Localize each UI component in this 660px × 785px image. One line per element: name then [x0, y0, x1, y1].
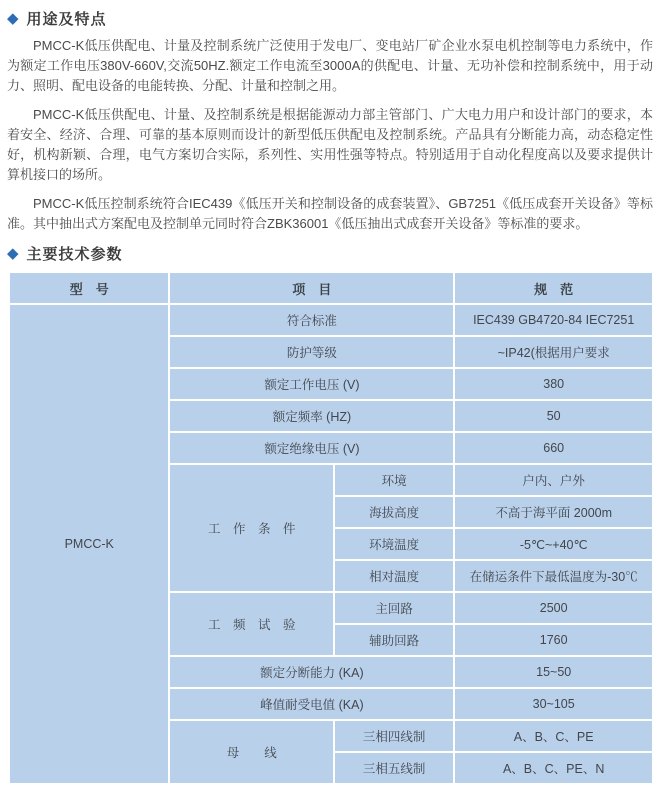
- spec-cell: 380: [455, 369, 652, 399]
- usage-paragraph-3: PMCC-K低压控制系统符合IEC439《低压开关和控制设备的成套装置》、GB7251《低压成套开关设备》等标准。其中抽出式方案配电及控制单元同时符合ZBK36001《低压抽出式成套开关设备》等标准的要求。: [7, 196, 653, 231]
- spec-cell: ~IP42(根据用户要求: [455, 337, 652, 367]
- table-row: [10, 305, 652, 335]
- spec-cell: 户内、户外: [455, 465, 652, 495]
- header-spec: 规 范: [455, 273, 652, 303]
- section-heading-usage: [7, 8, 653, 29]
- usage-paragraph-2: PMCC-K低压供配电、计量、及控制系统是根据能源动力部主管部门、广大电力用户和设计部门的要求，本着安全、经济、合理、可靠的基本原则而设计的新型低压供配电及控制系统。产品具有分断能力高，动态稳定性好，机构新颖、合理，电气方案切合实际，系列性、实用性强等特点。特别适用于自动化程度高以及要求提供计算机接口的场所。: [7, 107, 653, 182]
- diamond-bullet-icon: ◆: [7, 10, 19, 27]
- spec-cell: 在储运条件下最低温度为-30℃: [455, 561, 652, 591]
- item-cell: 峰值耐受电值 (KA): [170, 689, 453, 719]
- spec-cell: IEC439 GB4720-84 IEC7251: [455, 305, 652, 335]
- item-cell: 额定频率 (HZ): [170, 401, 453, 431]
- sub-item-cell: 三相五线制: [335, 753, 453, 783]
- spec-cell: 50: [455, 401, 652, 431]
- item-cell: 额定工作电压 (V): [170, 369, 453, 399]
- technical-parameters-table: [8, 271, 654, 785]
- section-title: 主要技术参数: [26, 246, 123, 263]
- section-title: 用途及特点: [26, 11, 107, 28]
- usage-paragraph-1: PMCC-K低压供配电、计量及控制系统广泛使用于发电厂、变电站厂矿企业水泵电机控制等电力系统中，作为额定工作电压380V-660V,交流50HZ.额定工作电流至3000A的供配电、计量、无功补偿和控制系统中，用于动力、照明、配电设备的电能转换、分配、计量和控制之用。: [7, 38, 653, 93]
- table-header-row: [10, 273, 652, 303]
- sub-item-cell: 相对温度: [335, 561, 453, 591]
- model-cell: PMCC-K: [10, 305, 168, 783]
- spec-cell: 30~105: [455, 689, 652, 719]
- header-item: 项 目: [170, 273, 453, 303]
- sub-item-cell: 主回路: [335, 593, 453, 623]
- spec-cell: A、B、C、PE、N: [455, 753, 652, 783]
- header-model: 型 号: [10, 273, 168, 303]
- sub-item-cell: 环境温度: [335, 529, 453, 559]
- sub-item-cell: 海拔高度: [335, 497, 453, 527]
- spec-cell: 15~50: [455, 657, 652, 687]
- item-cell: 符合标准: [170, 305, 453, 335]
- group-label-cell: 工 频 试 验: [170, 593, 333, 655]
- group-label-cell: 工 作 条 件: [170, 465, 333, 591]
- sub-item-cell: 三相四线制: [335, 721, 453, 751]
- spec-cell: -5℃~+40℃: [455, 529, 652, 559]
- spec-cell: 2500: [455, 593, 652, 623]
- spec-cell: A、B、C、PE: [455, 721, 652, 751]
- item-cell: 防护等级: [170, 337, 453, 367]
- group-label-cell: 母 线: [170, 721, 333, 783]
- section-heading-params: [7, 243, 653, 264]
- diamond-bullet-icon: ◆: [7, 245, 19, 262]
- spec-cell: 不高于海平面 2000m: [455, 497, 652, 527]
- item-cell: 额定绝缘电压 (V): [170, 433, 453, 463]
- spec-cell: 660: [455, 433, 652, 463]
- item-cell: 额定分断能力 (KA): [170, 657, 453, 687]
- sub-item-cell: 环境: [335, 465, 453, 495]
- sub-item-cell: 辅助回路: [335, 625, 453, 655]
- spec-cell: 1760: [455, 625, 652, 655]
